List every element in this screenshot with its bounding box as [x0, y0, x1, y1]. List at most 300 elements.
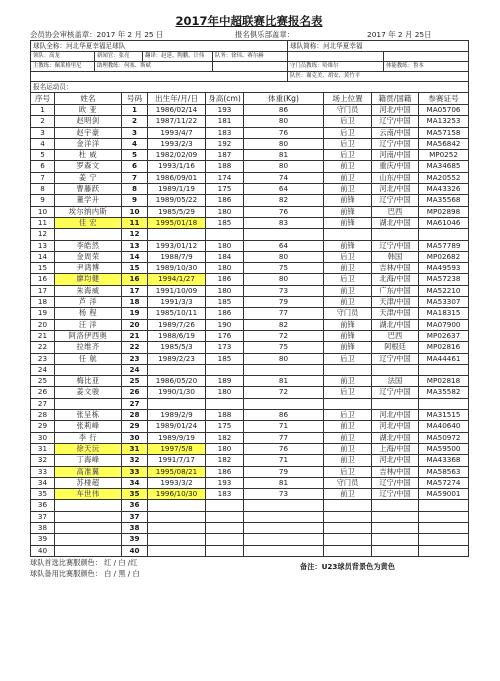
birth-date: 1994/1/27	[148, 274, 206, 285]
seq-cell: 38	[31, 522, 55, 533]
registration-id: MP02818	[419, 376, 469, 387]
registration-id: MP0252	[419, 150, 469, 161]
birth-date	[148, 364, 206, 375]
alternate-kit-text: 球队备用比赛服颜色： 白 / 黑 / 白	[30, 568, 140, 578]
birth-date: 1989/2/9	[148, 410, 206, 421]
seq-cell: 25	[31, 376, 55, 387]
nationality-cell: 辽宁/中国	[372, 195, 419, 206]
jersey-number: 30	[122, 432, 148, 443]
position-cell: 后卫	[324, 251, 372, 262]
club-name-row	[31, 41, 469, 52]
table-row	[31, 500, 469, 511]
staff-row-3	[31, 72, 469, 82]
nationality-cell: 河北/中国	[372, 410, 419, 421]
jersey-number: 14	[122, 251, 148, 262]
form-title: 2017年中超联赛比赛报名表	[175, 14, 323, 28]
registration-id: MA57238	[419, 274, 469, 285]
nationality-cell: 法国	[372, 376, 419, 387]
position-cell: 前锋	[324, 195, 372, 206]
roster-body	[31, 105, 469, 557]
table-row	[31, 116, 469, 127]
table-row	[31, 274, 469, 285]
table-row	[31, 319, 469, 330]
table-row	[31, 432, 469, 443]
seq-cell: 4	[31, 138, 55, 149]
team-leader: 领队：高龙	[31, 52, 95, 62]
jersey-number: 32	[122, 455, 148, 466]
association-stamp	[30, 29, 235, 40]
jersey-number: 28	[122, 410, 148, 421]
height-cell: 188	[206, 410, 244, 421]
seq-cell: 21	[31, 330, 55, 341]
birth-date: 1989/1/19	[148, 184, 206, 195]
birth-date: 1990/1/30	[148, 387, 206, 398]
player-name: 李 行	[55, 432, 122, 443]
birth-date: 1991/3/3	[148, 297, 206, 308]
seq-cell: 22	[31, 342, 55, 353]
registration-id	[419, 545, 469, 556]
club-stamp-date: 2017 年 2 月 25日	[367, 30, 432, 39]
jersey-number: 27	[122, 398, 148, 409]
weight-cell	[244, 534, 324, 545]
height-cell	[206, 229, 244, 240]
nationality-cell: 重庆/中国	[372, 161, 419, 172]
weight-cell: 83	[244, 217, 324, 228]
weight-cell	[244, 545, 324, 556]
weight-cell	[244, 229, 324, 240]
birth-date: 1987/11/22	[148, 116, 206, 127]
jersey-number: 3	[122, 127, 148, 138]
weight-cell: 80	[244, 353, 324, 364]
table-row	[31, 421, 469, 432]
height-cell: 185	[206, 297, 244, 308]
player-name: 芦 洋	[55, 297, 122, 308]
nationality-cell	[372, 398, 419, 409]
registration-id: MA43368	[419, 455, 469, 466]
player-name	[55, 534, 122, 545]
nationality-cell: 天津/中国	[372, 308, 419, 319]
nationality-cell: 吉林/中国	[372, 263, 419, 274]
seq-cell: 33	[31, 466, 55, 477]
registration-id: MA58563	[419, 466, 469, 477]
weight-cell: 72	[244, 330, 324, 341]
nationality-cell	[372, 364, 419, 375]
seq-cell: 29	[31, 421, 55, 432]
registration-id	[419, 500, 469, 511]
nationality-cell	[372, 534, 419, 545]
jersey-number: 15	[122, 263, 148, 274]
registration-id: MA35568	[419, 195, 469, 206]
player-name: 阿洛伊西奥	[55, 330, 122, 341]
nationality-cell: 吉林/中国	[372, 466, 419, 477]
team-affairs: 队务：徐玮、赛尔赫	[213, 52, 288, 62]
club-full-name: 球队全称：河北华夏幸福足球队	[31, 41, 288, 52]
position-cell: 后卫	[324, 410, 372, 421]
nationality-cell: 辽宁/中国	[372, 387, 419, 398]
table-row	[31, 150, 469, 161]
position-cell: 守门员	[324, 105, 372, 116]
fitness-coach: 体能教练：鲁本	[384, 62, 469, 72]
birth-date: 1989/7/26	[148, 319, 206, 330]
table-row	[31, 545, 469, 556]
seq-cell: 34	[31, 477, 55, 488]
birth-date: 1988/6/19	[148, 330, 206, 341]
weight-cell: 73	[244, 285, 324, 296]
table-row	[31, 342, 469, 353]
nationality-cell: 巴西	[372, 330, 419, 341]
weight-cell: 79	[244, 297, 324, 308]
head-coach: 主教练：佩莱格里尼	[31, 62, 95, 72]
association-stamp-label: 会员协会审核盖章：	[30, 30, 97, 39]
registration-id	[419, 398, 469, 409]
weight-cell: 71	[244, 421, 324, 432]
position-cell: 守门员	[324, 477, 372, 488]
birth-date	[148, 522, 206, 533]
weight-cell	[244, 511, 324, 522]
header-birth: 出生年/月/日	[148, 93, 206, 105]
registration-id: MA57274	[419, 477, 469, 488]
birth-date: 1982/02/09	[148, 150, 206, 161]
seq-cell: 5	[31, 150, 55, 161]
weight-cell: 76	[244, 127, 324, 138]
registration-id: MA53307	[419, 297, 469, 308]
registration-id: MA57158	[419, 127, 469, 138]
club-stamp-label: 报名俱乐部盖章：	[235, 30, 295, 39]
table-row	[31, 285, 469, 296]
jersey-number: 22	[122, 342, 148, 353]
staff-row-1	[31, 52, 469, 62]
birth-date	[148, 500, 206, 511]
height-cell: 174	[206, 172, 244, 183]
registration-id: MA13253	[419, 116, 469, 127]
birth-date: 1985/5/3	[148, 342, 206, 353]
position-cell: 后卫	[324, 353, 372, 364]
birth-date: 1989/10/30	[148, 263, 206, 274]
position-cell: 前锋	[324, 217, 372, 228]
player-name: 任 航	[55, 353, 122, 364]
height-cell: 176	[206, 330, 244, 341]
height-cell	[206, 534, 244, 545]
nationality-cell: 巴西	[372, 206, 419, 217]
nationality-cell: 河北/中国	[372, 421, 419, 432]
table-row	[31, 364, 469, 375]
birth-date: 1991/7/17	[148, 455, 206, 466]
registration-id: MP02816	[419, 342, 469, 353]
height-cell	[206, 398, 244, 409]
player-name: 姜文骏	[55, 387, 122, 398]
goalkeeper-coach: 守门员教练：哈维尔	[288, 62, 384, 72]
registration-id: MA18315	[419, 308, 469, 319]
registration-id: MA43326	[419, 184, 469, 195]
nationality-cell: 辽宁/中国	[372, 116, 419, 127]
table-row	[31, 489, 469, 500]
nationality-cell	[372, 500, 419, 511]
birth-date: 1986/02/14	[148, 105, 206, 116]
birth-date: 1993/1/16	[148, 161, 206, 172]
jersey-number: 24	[122, 364, 148, 375]
birth-date: 1989/05/22	[148, 195, 206, 206]
seq-cell: 31	[31, 443, 55, 454]
height-cell: 175	[206, 184, 244, 195]
table-row	[31, 410, 469, 421]
height-cell: 186	[206, 308, 244, 319]
birth-date: 1985/5/29	[148, 206, 206, 217]
birth-date	[148, 398, 206, 409]
height-cell: 180	[206, 443, 244, 454]
header-position: 场上位置	[324, 93, 372, 105]
position-cell: 守门员	[324, 308, 372, 319]
seq-cell: 30	[31, 432, 55, 443]
jersey-number: 36	[122, 500, 148, 511]
seq-cell: 40	[31, 545, 55, 556]
player-name: 徐天沅	[55, 443, 122, 454]
birth-date: 1995/08/21	[148, 466, 206, 477]
seq-cell: 37	[31, 511, 55, 522]
weight-cell: 64	[244, 240, 324, 251]
table-row	[31, 217, 469, 228]
seq-cell: 3	[31, 127, 55, 138]
registration-id: MA35582	[419, 387, 469, 398]
position-cell: 后卫	[324, 150, 372, 161]
player-name: 曹藤跃	[55, 184, 122, 195]
player-name: 梅比亚	[55, 376, 122, 387]
player-name: 赵宇豪	[55, 127, 122, 138]
staff-row-2	[31, 62, 469, 72]
jersey-number: 7	[122, 172, 148, 183]
player-name: 金洋洋	[55, 138, 122, 149]
position-cell: 前卫	[324, 263, 372, 274]
position-cell: 前卫	[324, 285, 372, 296]
nationality-cell: 辽宁/中国	[372, 138, 419, 149]
height-cell: 182	[206, 455, 244, 466]
jersey-number: 13	[122, 240, 148, 251]
header-number: 号码	[122, 93, 148, 105]
jersey-number: 10	[122, 206, 148, 217]
player-name: 金周荣	[55, 251, 122, 262]
nationality-cell: 辽宁/中国	[372, 489, 419, 500]
jersey-number: 20	[122, 319, 148, 330]
player-roster-table	[30, 92, 469, 557]
height-cell: 186	[206, 274, 244, 285]
player-name: 李皓然	[55, 240, 122, 251]
jersey-number: 5	[122, 150, 148, 161]
position-cell	[324, 522, 372, 533]
player-name	[55, 500, 122, 511]
birth-date: 1989/2/23	[148, 353, 206, 364]
player-name: 车世伟	[55, 489, 122, 500]
height-cell: 185	[206, 217, 244, 228]
association-stamp-date: 2017 年 2 月 25 日	[96, 30, 164, 39]
birth-date	[148, 229, 206, 240]
jersey-number: 26	[122, 387, 148, 398]
seq-cell: 35	[31, 489, 55, 500]
height-cell	[206, 500, 244, 511]
player-name: 朱海威	[55, 285, 122, 296]
registration-id: MP02637	[419, 330, 469, 341]
nationality-cell	[372, 545, 419, 556]
height-cell: 180	[206, 285, 244, 296]
team-doctor: 队医：谢克美、胡安、黄竹平	[288, 72, 469, 82]
table-row	[31, 172, 469, 183]
birth-date: 1997/5/8	[148, 443, 206, 454]
registration-id: MP02682	[419, 251, 469, 262]
player-name: 张莉峰	[55, 421, 122, 432]
position-cell: 后卫	[324, 274, 372, 285]
header-seq: 序号	[31, 93, 55, 105]
position-cell: 前卫	[324, 455, 372, 466]
weight-cell: 73	[244, 489, 324, 500]
table-row	[31, 138, 469, 149]
birth-date: 1985/10/11	[148, 308, 206, 319]
registration-id: MA44461	[419, 353, 469, 364]
header-name: 姓名	[55, 93, 122, 105]
position-cell: 前卫	[324, 161, 372, 172]
header-nationality: 籍贯/国籍	[372, 93, 419, 105]
jersey-number: 21	[122, 330, 148, 341]
nationality-cell: 河南/中国	[372, 150, 419, 161]
birth-date: 1993/3/2	[148, 477, 206, 488]
table-row	[31, 308, 469, 319]
birth-date	[148, 511, 206, 522]
position-cell: 前卫	[324, 421, 372, 432]
table-row	[31, 251, 469, 262]
player-name: 尹鸿博	[55, 263, 122, 274]
nationality-cell: 山东/中国	[372, 172, 419, 183]
nationality-cell: 天津/中国	[372, 297, 419, 308]
jersey-number: 16	[122, 274, 148, 285]
seq-cell: 13	[31, 240, 55, 251]
height-cell: 184	[206, 251, 244, 262]
table-row	[31, 353, 469, 364]
nationality-cell: 辽宁/中国	[372, 240, 419, 251]
weight-cell	[244, 522, 324, 533]
table-row	[31, 263, 469, 274]
registration-id	[419, 522, 469, 533]
position-cell	[324, 511, 372, 522]
weight-cell: 86	[244, 105, 324, 116]
height-cell: 193	[206, 477, 244, 488]
table-row	[31, 127, 469, 138]
height-cell	[206, 522, 244, 533]
jersey-number: 23	[122, 353, 148, 364]
seq-cell: 14	[31, 251, 55, 262]
header-id: 参赛证号	[419, 93, 469, 105]
birth-date: 1989/01/24	[148, 421, 206, 432]
position-cell: 后卫	[324, 387, 372, 398]
registration-id: MA31515	[419, 410, 469, 421]
height-cell: 180	[206, 263, 244, 274]
birth-date: 1989/9/19	[148, 432, 206, 443]
player-name	[55, 545, 122, 556]
seq-cell: 23	[31, 353, 55, 364]
team-info-table	[30, 40, 469, 93]
table-row	[31, 443, 469, 454]
jersey-number: 37	[122, 511, 148, 522]
nationality-cell: 河北/中国	[372, 105, 419, 116]
table-row	[31, 466, 469, 477]
seq-cell: 28	[31, 410, 55, 421]
height-cell: 173	[206, 342, 244, 353]
seq-cell: 26	[31, 387, 55, 398]
position-cell: 前卫	[324, 172, 372, 183]
jersey-number: 1	[122, 105, 148, 116]
weight-cell: 76	[244, 206, 324, 217]
position-cell: 后卫	[324, 127, 372, 138]
jersey-number: 34	[122, 477, 148, 488]
player-name: 丁海峰	[55, 455, 122, 466]
seq-cell: 1	[31, 105, 55, 116]
table-row	[31, 534, 469, 545]
position-cell	[324, 534, 372, 545]
jersey-number: 6	[122, 161, 148, 172]
player-name	[55, 522, 122, 533]
player-name: 欧 亚	[55, 105, 122, 116]
jersey-number: 18	[122, 297, 148, 308]
registration-label: 报名运动员：	[31, 82, 469, 93]
stamp-line	[30, 29, 468, 40]
height-cell: 189	[206, 376, 244, 387]
seq-cell: 27	[31, 398, 55, 409]
seq-cell: 12	[31, 229, 55, 240]
registration-id: MA52210	[419, 285, 469, 296]
weight-cell: 77	[244, 432, 324, 443]
nationality-cell	[372, 229, 419, 240]
position-cell	[324, 545, 372, 556]
registration-id: MA20552	[419, 172, 469, 183]
nationality-cell: 韩国	[372, 251, 419, 262]
table-row	[31, 206, 469, 217]
table-row	[31, 229, 469, 240]
seq-cell: 11	[31, 217, 55, 228]
position-cell: 前锋	[324, 342, 372, 353]
height-cell: 175	[206, 421, 244, 432]
player-name: 杜 威	[55, 150, 122, 161]
primary-kit	[30, 557, 468, 571]
height-cell: 181	[206, 116, 244, 127]
seq-cell: 16	[31, 274, 55, 285]
weight-cell: 80	[244, 274, 324, 285]
table-row	[31, 522, 469, 533]
birth-date: 1986/05/20	[148, 376, 206, 387]
jersey-number: 25	[122, 376, 148, 387]
seq-cell: 8	[31, 184, 55, 195]
table-row	[31, 511, 469, 522]
position-cell: 前卫	[324, 297, 372, 308]
table-row	[31, 105, 469, 116]
jersey-number: 38	[122, 522, 148, 533]
jersey-number: 19	[122, 308, 148, 319]
player-name: 汪 洋	[55, 319, 122, 330]
seq-cell: 20	[31, 319, 55, 330]
player-name: 高准翼	[55, 466, 122, 477]
birth-date: 1988/7/9	[148, 251, 206, 262]
height-cell: 190	[206, 319, 244, 330]
weight-cell: 82	[244, 319, 324, 330]
jersey-number: 8	[122, 184, 148, 195]
player-name: 廖均健	[55, 274, 122, 285]
height-cell: 180	[206, 240, 244, 251]
position-cell: 前卫	[324, 432, 372, 443]
height-cell: 183	[206, 489, 244, 500]
jersey-number: 4	[122, 138, 148, 149]
nationality-cell: 湖北/中国	[372, 217, 419, 228]
registration-id: MA07900	[419, 319, 469, 330]
height-cell: 187	[206, 150, 244, 161]
nationality-cell: 辽宁/中国	[372, 353, 419, 364]
registration-id: MA56842	[419, 138, 469, 149]
seq-cell: 39	[31, 534, 55, 545]
position-cell: 后卫	[324, 466, 372, 477]
